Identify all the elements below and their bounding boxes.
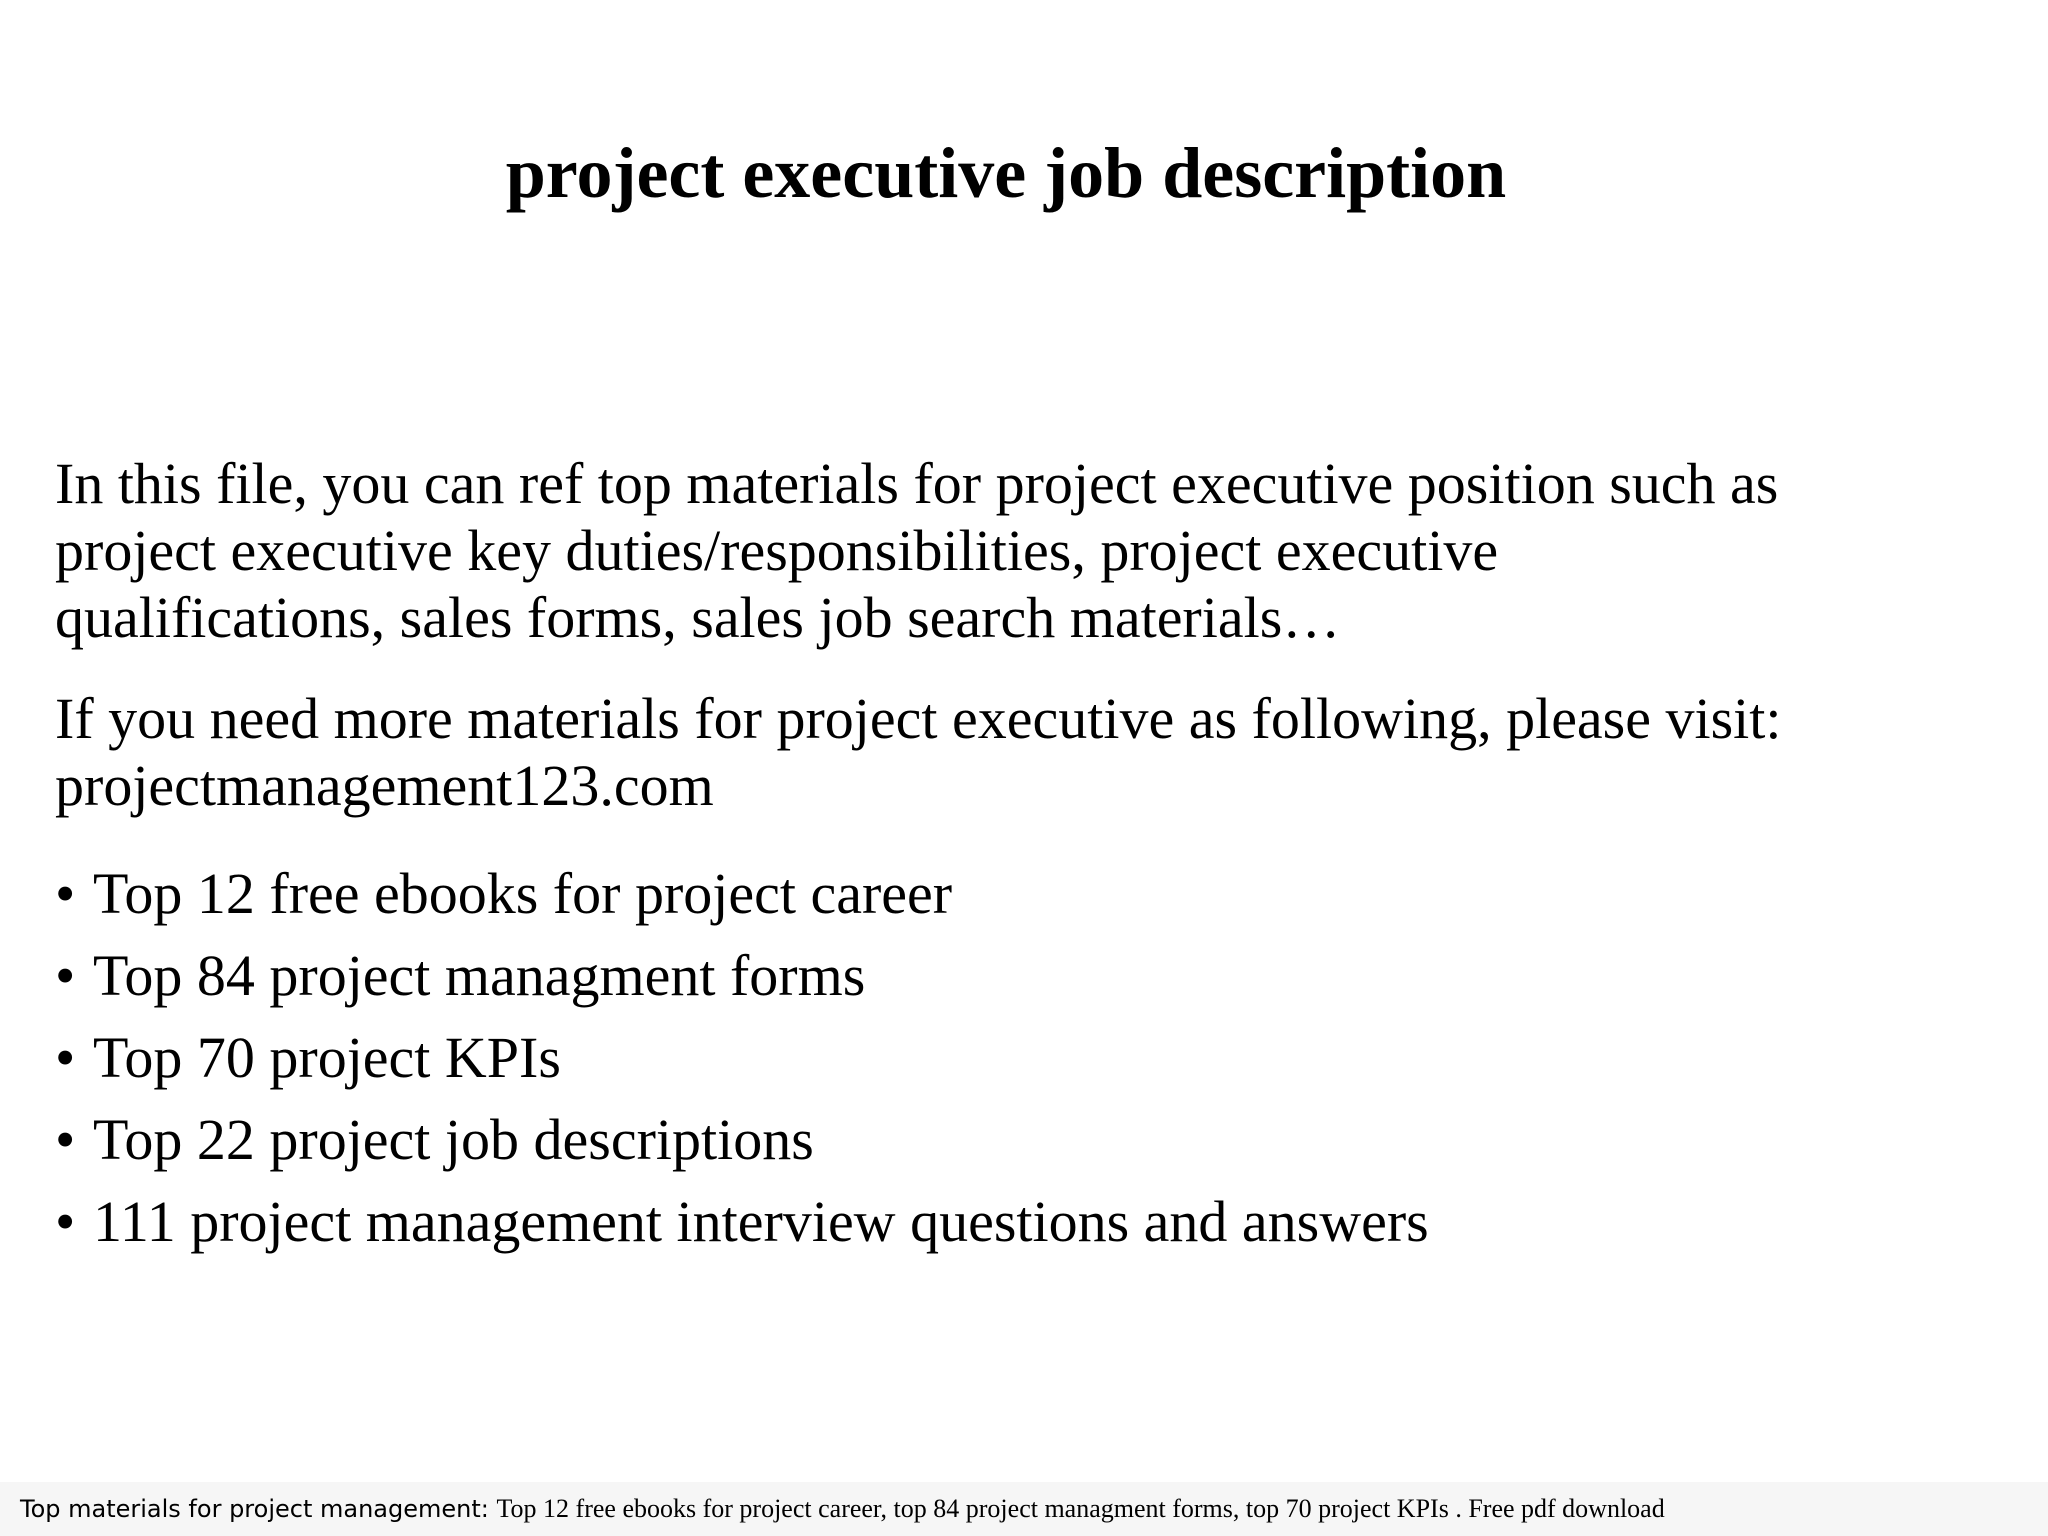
bullet-icon: •: [55, 861, 76, 926]
body-content: [55, 450, 2005, 1263]
bullet-icon: •: [55, 1189, 76, 1254]
bullet-icon: •: [55, 1025, 76, 1090]
materials-list: [55, 853, 2005, 1263]
footer-lead: Top materials for project management:: [20, 1495, 497, 1523]
bullet-icon: •: [55, 1107, 76, 1172]
footer-text: Top 12 free ebooks for project career, top 84 project managment forms, top 70 project KPIs . Free pdf download: [496, 1494, 1665, 1523]
list-item: [55, 1181, 2005, 1263]
list-item-text: Top 12 free ebooks for project career: [93, 861, 953, 926]
list-item-text: Top 84 project managment forms: [93, 943, 866, 1008]
visit-paragraph: If you need more materials for project executive as following, please visit: projectmanagement123.com: [55, 686, 1782, 818]
list-item: [55, 935, 2005, 1017]
list-item-text: Top 22 project job descriptions: [93, 1107, 814, 1172]
intro-paragraph: In this file, you can ref top materials for project executive position such as project executive key duties/responsibilities, project executive qualifications, sales forms, sales job search materials…: [55, 451, 1779, 650]
list-item-text: 111 project management interview questions and answers: [93, 1189, 1429, 1254]
list-item: [55, 1017, 2005, 1099]
footer-bar: [0, 1482, 2048, 1536]
list-item: [55, 853, 2005, 935]
list-item-text: Top 70 project KPIs: [93, 1025, 561, 1090]
bullet-icon: •: [55, 943, 76, 1008]
list-item: [55, 1099, 2005, 1181]
page-title: project executive job description: [505, 133, 1507, 213]
